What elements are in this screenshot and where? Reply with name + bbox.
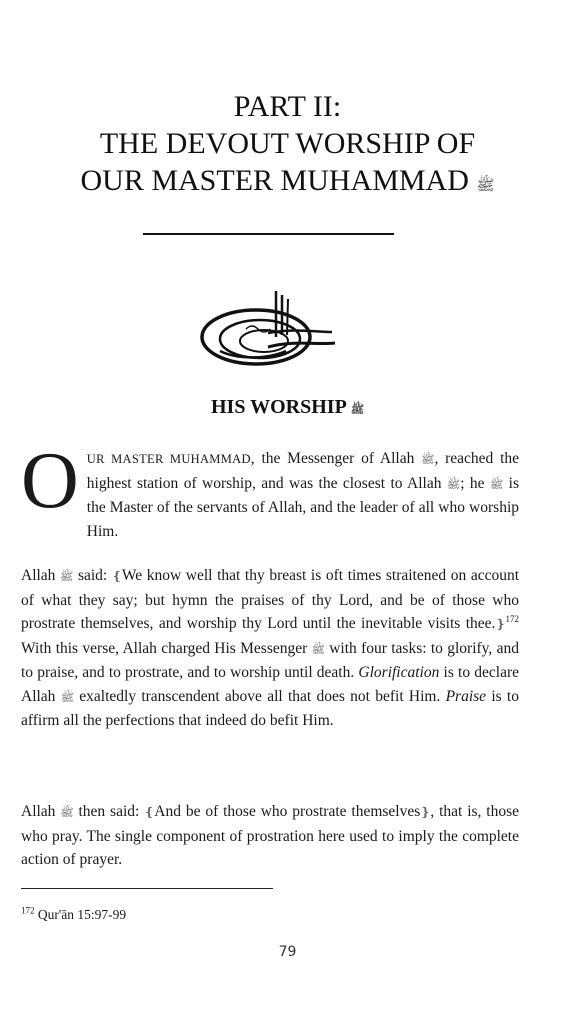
honorific-icon: ﷺ	[350, 403, 364, 416]
tughra-ornament-icon	[198, 285, 338, 370]
part-title	[0, 88, 575, 204]
footnote-reference: 172	[505, 613, 519, 624]
paragraph-3-text-3: , that is, those who pray. The single component of prostration here used to imply the complete action of prayer.	[21, 803, 519, 868]
honorific-icon: ﷺ	[446, 477, 461, 491]
honorific-icon: ﷺ	[421, 453, 435, 466]
paragraph-1-text-2: , reached the highest station of worship, and was the closest to Allah	[86, 450, 520, 492]
paragraph-2-text-7: is to affirm all the perfections that indeed do befit Him.	[21, 687, 519, 729]
lead-smallcaps: UR MASTER MUHAMMAD	[86, 452, 251, 466]
paragraph-2-text-5: is to declare Allah	[21, 664, 519, 705]
quran-quote: We know well that thy breast is oft times straitened on account of what they say; but hymn the praises of thy Lord, and be of those who prostrate themselves, and worship thy Lord until the inevitable visits thee.	[21, 567, 520, 632]
honorific-icon: ﷺ	[60, 806, 74, 819]
honorific-icon: ﷺ	[489, 477, 504, 491]
part-title-line-1: PART II:	[233, 90, 342, 123]
paragraph-3-text-1: Allah	[21, 803, 61, 820]
part-title-line-3	[0, 162, 575, 204]
page-number: 79	[278, 944, 297, 960]
term-praise: Praise	[445, 687, 487, 705]
quote-close-bracket-icon: ❵	[495, 617, 506, 631]
part-title-line-3-text: OUR MASTER MUHAMMAD	[80, 164, 469, 197]
paragraph-2-text-6: exaltedly transcendent above all that does not befit Him.	[74, 687, 446, 705]
quote-open-bracket-icon: ❴	[144, 805, 155, 819]
honorific-icon: ﷺ	[311, 642, 325, 656]
quran-quote: And be of those who prostrate themselves	[154, 803, 421, 820]
footnote-rule	[21, 888, 273, 889]
paragraph-2-text-1: Allah	[21, 567, 61, 584]
part-title-line-2: THE DEVOUT WORSHIP OF	[99, 127, 476, 160]
honorific-icon: ﷺ	[476, 176, 495, 194]
paragraph-2	[21, 564, 519, 733]
paragraph-2-text-2: said:	[73, 567, 112, 584]
drop-cap: O	[21, 437, 79, 525]
paragraph-2-text-3: With this verse, Allah charged His Messenger	[21, 639, 312, 657]
footnote	[21, 907, 126, 923]
title-rule	[143, 233, 394, 235]
term-glorification: Glorification	[358, 664, 440, 681]
paragraph-3-text-2: then said:	[73, 803, 145, 820]
honorific-icon: ﷺ	[60, 570, 74, 583]
section-heading	[0, 396, 575, 419]
honorific-icon: ﷺ	[60, 690, 74, 704]
footnote-text: Qur'ān 15:97-99	[37, 907, 127, 922]
footnote-number: 172	[21, 905, 35, 916]
paragraph-1-text-1: , the Messenger of Allah	[250, 450, 422, 467]
paragraph-1-text-4: is the Master of the servants of Allah, and the leader of all who worship Him.	[86, 474, 519, 540]
paragraph-1	[21, 437, 520, 543]
section-heading-text: HIS WORSHIP	[211, 396, 346, 418]
quote-open-bracket-icon: ❴	[111, 569, 122, 583]
paragraph-2-text-4: with four tasks: to glorify, and to praise, and to prostrate, and to worship until death.	[21, 639, 519, 681]
paragraph-3	[21, 800, 519, 872]
paragraph-1-text-3: ; he	[460, 474, 490, 492]
quote-close-bracket-icon: ❵	[420, 805, 431, 819]
